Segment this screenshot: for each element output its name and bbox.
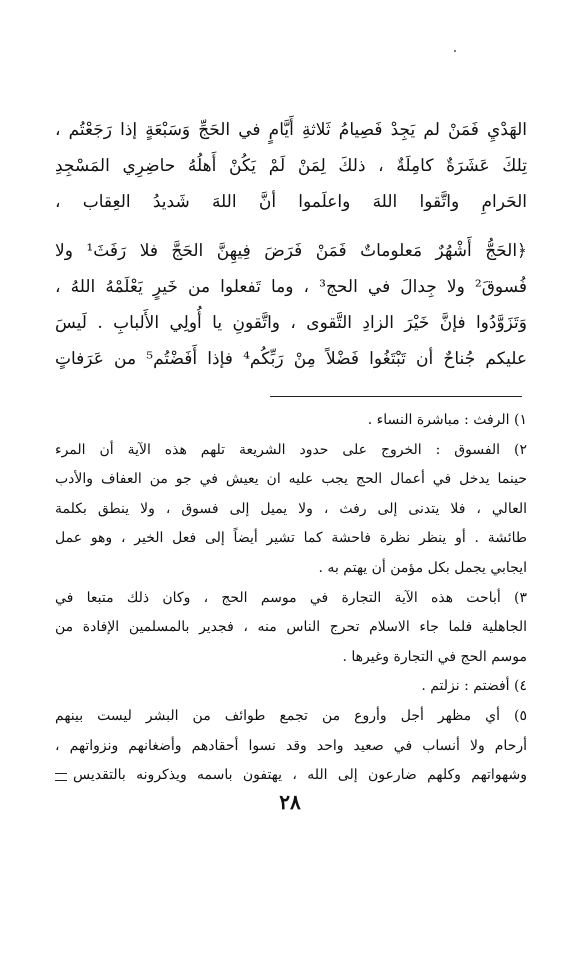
speck-mark — [454, 50, 456, 52]
footnote-line: طائشة . أو ينظر نظرة فاحشة كما تشير أيضاً إلى فعل الخير ، وهو عمل — [55, 530, 527, 547]
footnote-line-text: وشهواتهم وكلهم ضارعون إلى الله ، يهتفون باسمه ويذكرونه بالتقديس — [73, 767, 527, 784]
main-text-line: ﴿الحَجُّ أَشْهُرٌ مَعلوماتٌ فَمَنْ فَرَضَ فِيهِنَّ الحَجَّ فلا رَفَثَ¹ ولا — [55, 241, 527, 261]
footnote-line: ٣) أباحت هذه الآية التجارة في موسم الحج ، وكان ذلك متبعا في — [55, 589, 527, 606]
footnote-line: ٢) الفسوق : الخروج على حدود الشريعة تلهم هذه الآية أن المرء — [55, 441, 527, 458]
footnote-line-continued — [55, 761, 527, 791]
main-text-line: فُسوقَ² ولا جِدالَ في الحج³ ، وما تَفعلوا من خَيرٍ يَعْلَمْهُ اللهُ ، — [55, 277, 527, 297]
main-text-line: عليكم جُناحٌ أن تَبْتَغُوا فَضْلاً مِنْ رَبِّكُم⁴ فإذا أَفَضْتُم⁵ من عَرَفاتٍ — [55, 349, 527, 369]
footnote-line: ايجابي يجمل بكل مؤمن أن يهتم به . — [318, 559, 527, 576]
footnotes — [55, 406, 527, 791]
main-text — [55, 112, 527, 377]
main-text-line: الهَدْيِ فَمَنْ لم يَجِدْ فَصِيامُ ثَلاثةِ أَيَّامٍ في الحَجِّ وَسَبْعَةٍ إذا رَجَعْتُم ، — [55, 120, 527, 140]
footnote-line: أرحام ولا أنساب في صعيد واحد وقد نسوا أحقادهم وأضغانهم ونزواتهم ، — [55, 737, 527, 754]
footnote-line: العالي ، فلا يتدنى إلى رفث ، ولا يميل إلى فسوق ، ولا ينطق بكلمة — [55, 500, 527, 517]
footnote-line: ١) الرفث : مباشرة النساء . — [367, 412, 527, 428]
footnote-line: موسم الحج في التجارة وغيرها . — [342, 648, 527, 665]
footnote-line: ٥) أي مظهر أجل وأروع من تجمع طوائف من البشر ليست بينهم — [55, 707, 527, 724]
continuation-mark — [55, 773, 67, 781]
main-text-line: الحَرامِ واتَّقوا اللهَ واعلَموا أنَّ اللهَ شَديدُ العِقاب ، — [55, 192, 527, 212]
footnote-line: حينما يدخل في أعمال الحج يجب عليه ان يعيش في جو من العفاف والأدب — [55, 471, 527, 488]
main-text-line: تِلكَ عَشَرَةٌ كامِلَةٌ ، ذلكَ لِمَنْ لَمْ يَكُنْ أَهلُهُ حاضِرِي المَسْجِدِ — [55, 156, 527, 176]
main-text-line: وَتَزَوَّدُوا فإنَّ خَيْرَ الزادِ التَّقوى ، واتَّقونِ يا أُولِي الأَلبابِ . لَيسَ — [55, 313, 527, 333]
page-number: ٢٨ — [279, 790, 301, 814]
footnote-line: الجاهلية فلما جاء الاسلام تحرج الناس منه ، فجدير بالمسلمين الإفادة من — [55, 619, 527, 636]
footnote-separator — [270, 396, 522, 397]
footnote-line: ٤) أفضتم : نزلتم . — [421, 678, 527, 695]
